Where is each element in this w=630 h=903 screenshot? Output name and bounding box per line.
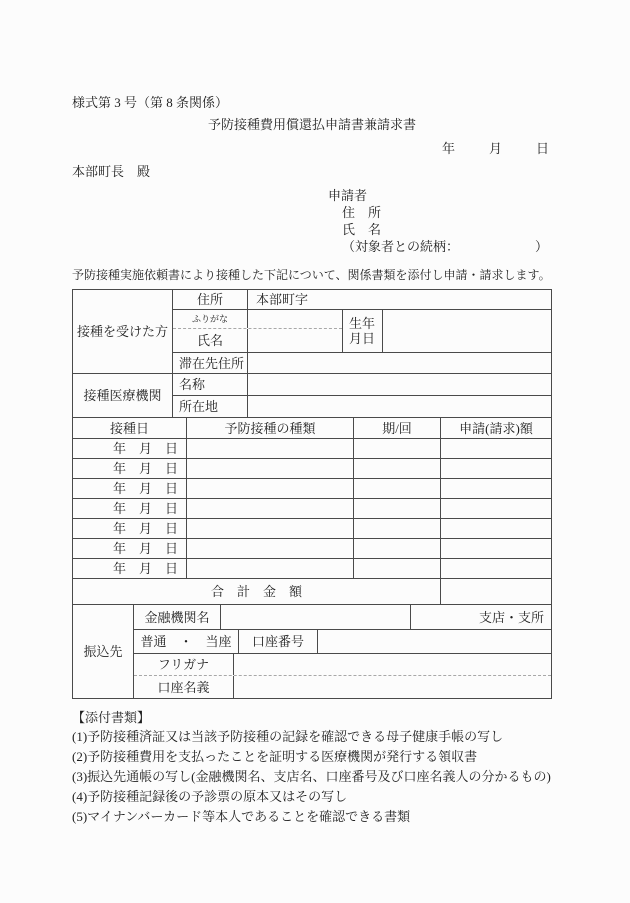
recipient-section [73, 290, 551, 374]
bank-account-name-row [134, 676, 551, 698]
amount-cell[interactable] [441, 479, 551, 498]
account-name-label: 口座名義 [134, 676, 234, 698]
date-line [72, 140, 552, 157]
stay-address-input-cell[interactable] [248, 353, 551, 373]
vaccine-type-cell[interactable] [187, 459, 354, 478]
total-amount-cell[interactable] [441, 579, 551, 604]
stay-address-row [173, 353, 551, 373]
birthdate-input-cell[interactable] [383, 310, 552, 352]
vaccine-type-cell[interactable] [187, 439, 354, 458]
account-type-choice[interactable]: 普通 ・ 当座 [134, 630, 239, 653]
total-label: 合 計 金 額 [73, 579, 441, 604]
branch-label: 支店・支所 [478, 609, 544, 625]
bank-furigana-row [134, 654, 551, 676]
name-row [173, 329, 342, 352]
day-label: 日 [535, 141, 549, 156]
attachment-item-2: (2)予防接種費用を支払ったことを証明する医療機関が発行する領収書 [72, 749, 478, 764]
period-cell[interactable] [354, 479, 441, 498]
vaccination-date-cell[interactable]: 年 月 日 [73, 539, 187, 558]
stay-address-label: 滞在先住所 [173, 353, 248, 373]
name-label: 氏名 [173, 329, 248, 352]
furigana-row [173, 310, 342, 329]
period-cell[interactable] [354, 439, 441, 458]
amount-cell[interactable] [441, 439, 551, 458]
vaccination-date-row [73, 459, 551, 479]
period-cell[interactable] [354, 519, 441, 538]
period-cell[interactable] [354, 559, 441, 578]
bank-account-row [134, 630, 551, 654]
intro-sentence: 予防接種実施依頼書により接種した下記について、関係書類を添付し申請・請求します。 [72, 268, 551, 282]
vaccination-date-rows [73, 439, 551, 579]
relation-open-label: （対象者との続柄： [342, 239, 460, 254]
vaccination-date-row [73, 559, 551, 579]
period-cell[interactable] [354, 459, 441, 478]
medical-name-label: 名称 [173, 374, 248, 395]
amount-cell[interactable] [441, 519, 551, 538]
medical-section [73, 374, 551, 418]
medical-name-row [173, 374, 551, 396]
page-title: 予防接種費用償還払申請書兼請求書 [207, 117, 416, 132]
medical-location-label: 所在地 [173, 396, 248, 417]
institution-label: 金融機関名 [134, 605, 221, 629]
vaccination-date-row [73, 479, 551, 499]
vaccine-type-cell[interactable] [187, 539, 354, 558]
vaccine-type-cell[interactable] [187, 519, 354, 538]
bank-furigana-label: フリガナ [134, 654, 234, 675]
attachment-item-5: (5)マイナンバーカード等本人であることを確認できる書類 [72, 809, 411, 824]
month-label: 月 [488, 141, 502, 156]
amount-cell[interactable] [441, 499, 551, 518]
period-cell[interactable] [354, 499, 441, 518]
bank-group-label: 振込先 [73, 605, 134, 698]
vaccine-type-cell[interactable] [187, 479, 354, 498]
vaccination-date-cell[interactable]: 年 月 日 [73, 459, 187, 478]
birthdate-label-line2: 月日 [348, 331, 375, 346]
account-number-label: 口座番号 [239, 630, 318, 653]
vaccination-date-cell[interactable]: 年 月 日 [73, 479, 187, 498]
period-cell[interactable] [354, 539, 441, 558]
vaccination-date-cell[interactable]: 年 月 日 [73, 559, 187, 578]
recipient-group-label: 接種を受けた方 [73, 290, 173, 373]
relation-line [328, 238, 548, 255]
applicant-label: 申請者 [328, 188, 368, 203]
vaccination-date-row [73, 539, 551, 559]
bank-furigana-input-cell[interactable] [234, 654, 551, 675]
addressee: 本部町長 殿 [72, 164, 151, 179]
vaccination-date-row [73, 499, 551, 519]
vaccination-header-row [73, 418, 551, 439]
form-number: 様式第 3 号（第 8 条関係） [72, 95, 229, 110]
furigana-name-block [173, 310, 551, 353]
bank-institution-row [134, 605, 551, 630]
form-content [72, 94, 552, 827]
furigana-input-cell[interactable] [248, 310, 342, 328]
attachments-heading: 【添付書類】 [72, 710, 151, 725]
vaccination-date-cell[interactable]: 年 月 日 [73, 499, 187, 518]
vaccine-type-cell[interactable] [187, 499, 354, 518]
account-name-input-cell[interactable] [234, 676, 551, 698]
vaccination-date-cell[interactable]: 年 月 日 [73, 439, 187, 458]
medical-location-input-cell[interactable] [248, 396, 551, 417]
attachment-item-3: (3)振込先通帳の写し(金融機関名、支店名、口座番号及び口座名義人の分かるもの) [72, 769, 551, 784]
amount-cell[interactable] [441, 559, 551, 578]
header-vaccine-type: 予防接種の種類 [187, 418, 354, 438]
header-vaccination-date: 接種日 [73, 418, 187, 438]
application-table [72, 289, 552, 699]
header-amount: 申請(請求)額 [459, 420, 533, 436]
medical-location-row [173, 396, 551, 417]
institution-input-cell[interactable] [221, 605, 411, 629]
vaccination-date-row [73, 439, 551, 459]
year-label: 年 [441, 141, 455, 156]
vaccine-type-cell[interactable] [187, 559, 354, 578]
recipient-address-value[interactable]: 本部町字 [256, 292, 309, 307]
birthdate-label [343, 310, 383, 352]
vaccination-date-row [73, 519, 551, 539]
vaccination-date-cell[interactable]: 年 月 日 [73, 519, 187, 538]
attachment-item-4: (4)予防接種記録後の予診票の原本又はその写し [72, 789, 348, 804]
birthdate-label-line1: 生年 [348, 316, 375, 331]
furigana-label: ふりがな [173, 310, 248, 328]
total-row [73, 579, 551, 605]
recipient-address-label: 住所 [173, 290, 248, 309]
medical-group-label: 接種医療機関 [73, 374, 173, 417]
bank-section [73, 605, 551, 698]
attachments-section [72, 709, 552, 827]
header-period: 期/回 [354, 418, 441, 438]
applicant-name-label: 氏 名 [342, 222, 382, 237]
attachment-item-1: (1)予防接種済証又は当該予防接種の記録を確認できる母子健康手帳の写し [72, 729, 504, 744]
relation-close-label: ） [534, 239, 548, 254]
medical-name-input-cell[interactable] [248, 374, 551, 395]
applicant-block [328, 187, 548, 255]
recipient-address-row [173, 290, 551, 310]
amount-cell[interactable] [441, 459, 551, 478]
name-input-cell[interactable] [248, 329, 342, 352]
amount-cell[interactable] [441, 539, 551, 558]
account-number-input-cell[interactable] [318, 630, 551, 653]
applicant-address-label: 住 所 [342, 205, 382, 220]
